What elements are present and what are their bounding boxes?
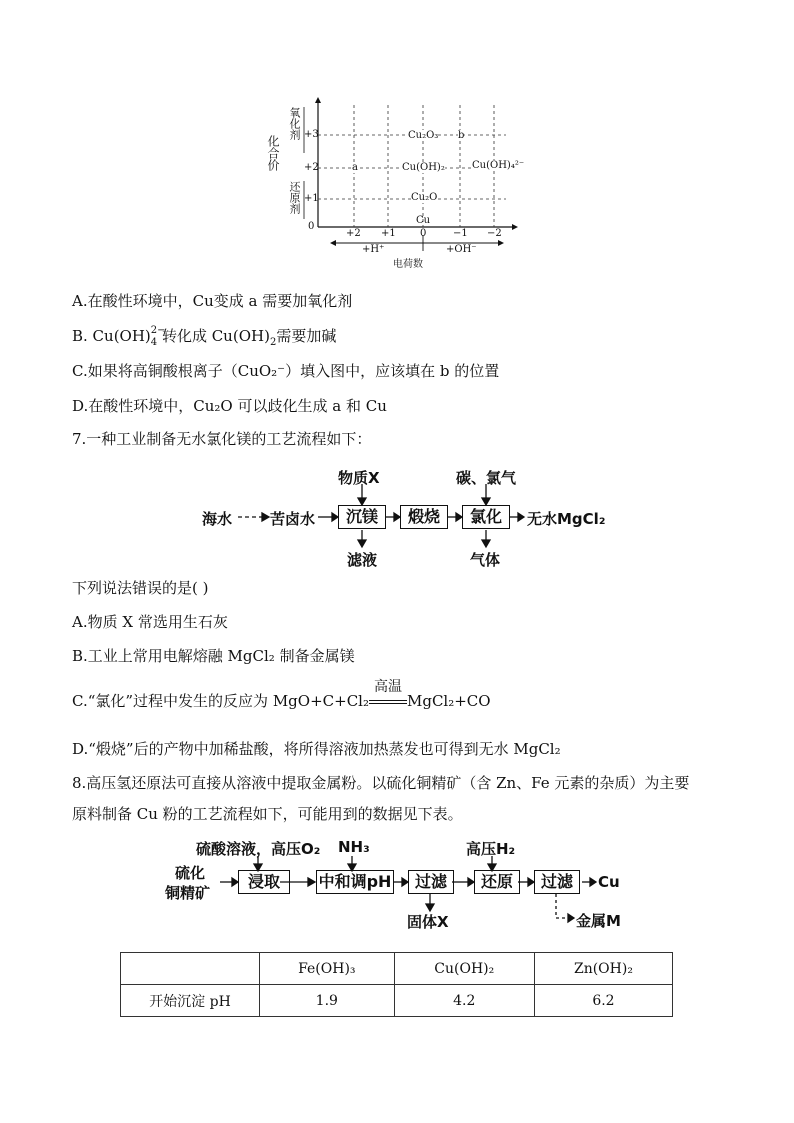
h-plus-label: +H⁺ [362,244,385,255]
point-cuoh4: Cu(OH)₄²⁻ [472,160,525,171]
q8-output-solid-x: 固体X [407,913,449,931]
table-row [121,985,673,1017]
table-cell: 1.9 [260,985,395,1017]
q8-box-reduce: 还原 [474,870,520,894]
q7-question: 下列说法错误的是( ) [72,579,209,597]
q7-product: 无水MgCl₂ [527,510,606,528]
q7-box-precipitate: 沉镁 [338,505,386,529]
q6-option-d: D.在酸性环境中，Cu₂O 可以歧化生成 a 和 Cu [72,397,387,415]
x-tick: −2 [487,228,502,239]
table-row-label: 开始沉淀 pH [121,985,260,1017]
equals-sign [369,700,407,704]
q7-option-b: B.工业上常用电解熔融 MgCl₂ 制备金属镁 [72,647,355,665]
q8-box-filter2: 过滤 [534,870,580,894]
q8-raw-line1: 硫化 [175,864,206,882]
point-cu2o: Cu₂O [411,192,438,203]
q8-stem-line1: 8.高压氢还原法可直接从溶液中提取金属粉。以硫化铜精矿（含 Zn、Fe 元素的杂质）为主要 [72,774,690,792]
q8-input-acid-oxygen: 硫酸溶液，高压O₂ [196,840,321,858]
q7-stem: 7.一种工业制备无水氯化镁的工艺流程如下： [72,430,372,448]
x-tick: 0 [420,228,427,239]
table-header-cell: Fe(OH)₃ [260,953,395,985]
q7-seawater: 海水 [202,510,233,528]
q7-option-c-pre: C.“氯化”过程中发生的反应为 MgO+C+Cl₂ [72,692,369,710]
q8-box-neutralize: 中和调pH [316,870,394,894]
q8-output-metal-m: 金属M [576,912,621,930]
table-header-cell [121,953,260,985]
q8-stem-line2: 原料制备 Cu 粉的工艺流程如下，可能用到的数据见下表。 [72,805,463,823]
y-tick: 0 [308,221,315,232]
q7-output-filtrate: 滤液 [347,551,378,569]
q7-option-d: D.“煅烧”后的产物中加稀盐酸，将所得溶液加热蒸发也可得到无水 MgCl₂ [72,740,561,758]
table-header-row [121,953,673,985]
q6-option-b: B. $Cu(OH)_{4 2-}$ 转化成 $Cu(OH)_2$需要加碱 [72,325,337,348]
oxidant-label: 氧化剂 [288,107,301,140]
x-tick: +1 [381,228,396,239]
point-cu: Cu [416,215,431,226]
y-axis-label: 化合价 [266,135,280,171]
q6-option-b-mid: 转化成 Cu(OH) [161,327,270,345]
y-tick: +2 [304,162,319,173]
q6-option-b-pre: B. Cu(OH) [72,327,151,345]
q7-output-gas: 气体 [470,551,501,569]
point-b: b [458,130,465,141]
oh-minus-label: +OH⁻ [446,244,477,255]
q7-input-x: 物质X [338,469,380,487]
point-a: a [352,162,358,173]
x-tick: −1 [453,228,468,239]
diagram-labels [266,95,526,270]
q7-box-calcine: 煅烧 [400,505,448,529]
table-cell: 6.2 [534,985,672,1017]
table-header-cell: Cu(OH)₂ [394,953,534,985]
q6-option-c: C.如果将高铜酸根离子（CuO₂⁻）填入图中，应该填在 b 的位置 [72,362,500,380]
q8-raw-line2: 铜精矿 [165,884,211,902]
q6-option-a: A.在酸性环境中，Cu变成 a 需要加氧化剂 [72,292,353,310]
q7-option-c-condition: 高温 [373,679,402,695]
q7-option-c-post: MgCl₂+CO [406,692,491,710]
q7-input-carbon-chlorine: 碳、氯气 [456,469,517,487]
q8-input-ammonia: NH₃ [338,838,370,856]
q8-box-leach: 浸取 [238,870,290,894]
hydroxide-ph-table [120,952,673,1017]
q7-box-chlorinate: 氯化 [462,505,510,529]
q8-product: Cu [598,873,620,891]
q7-option-c [72,679,491,711]
reductant-label: 还原剂 [288,181,301,214]
q8-input-hydrogen: 高压H₂ [466,840,516,858]
point-cuoh2: Cu(OH)₂ [402,162,445,173]
x-axis-label: 电荷数 [393,259,423,270]
y-tick: +1 [304,193,319,204]
x-tick: +2 [346,228,361,239]
point-cu2o3: Cu₂O₃ [408,130,439,141]
q6-option-b-post: 需要加碱 [276,327,337,345]
q7-option-a: A.物质 X 常选用生石灰 [72,613,228,631]
q7-brine: 苦卤水 [270,510,316,528]
table-header-cell: Zn(OH)₂ [534,953,672,985]
y-tick: +3 [304,129,319,140]
q8-box-filter1: 过滤 [408,870,454,894]
table-cell: 4.2 [394,985,534,1017]
